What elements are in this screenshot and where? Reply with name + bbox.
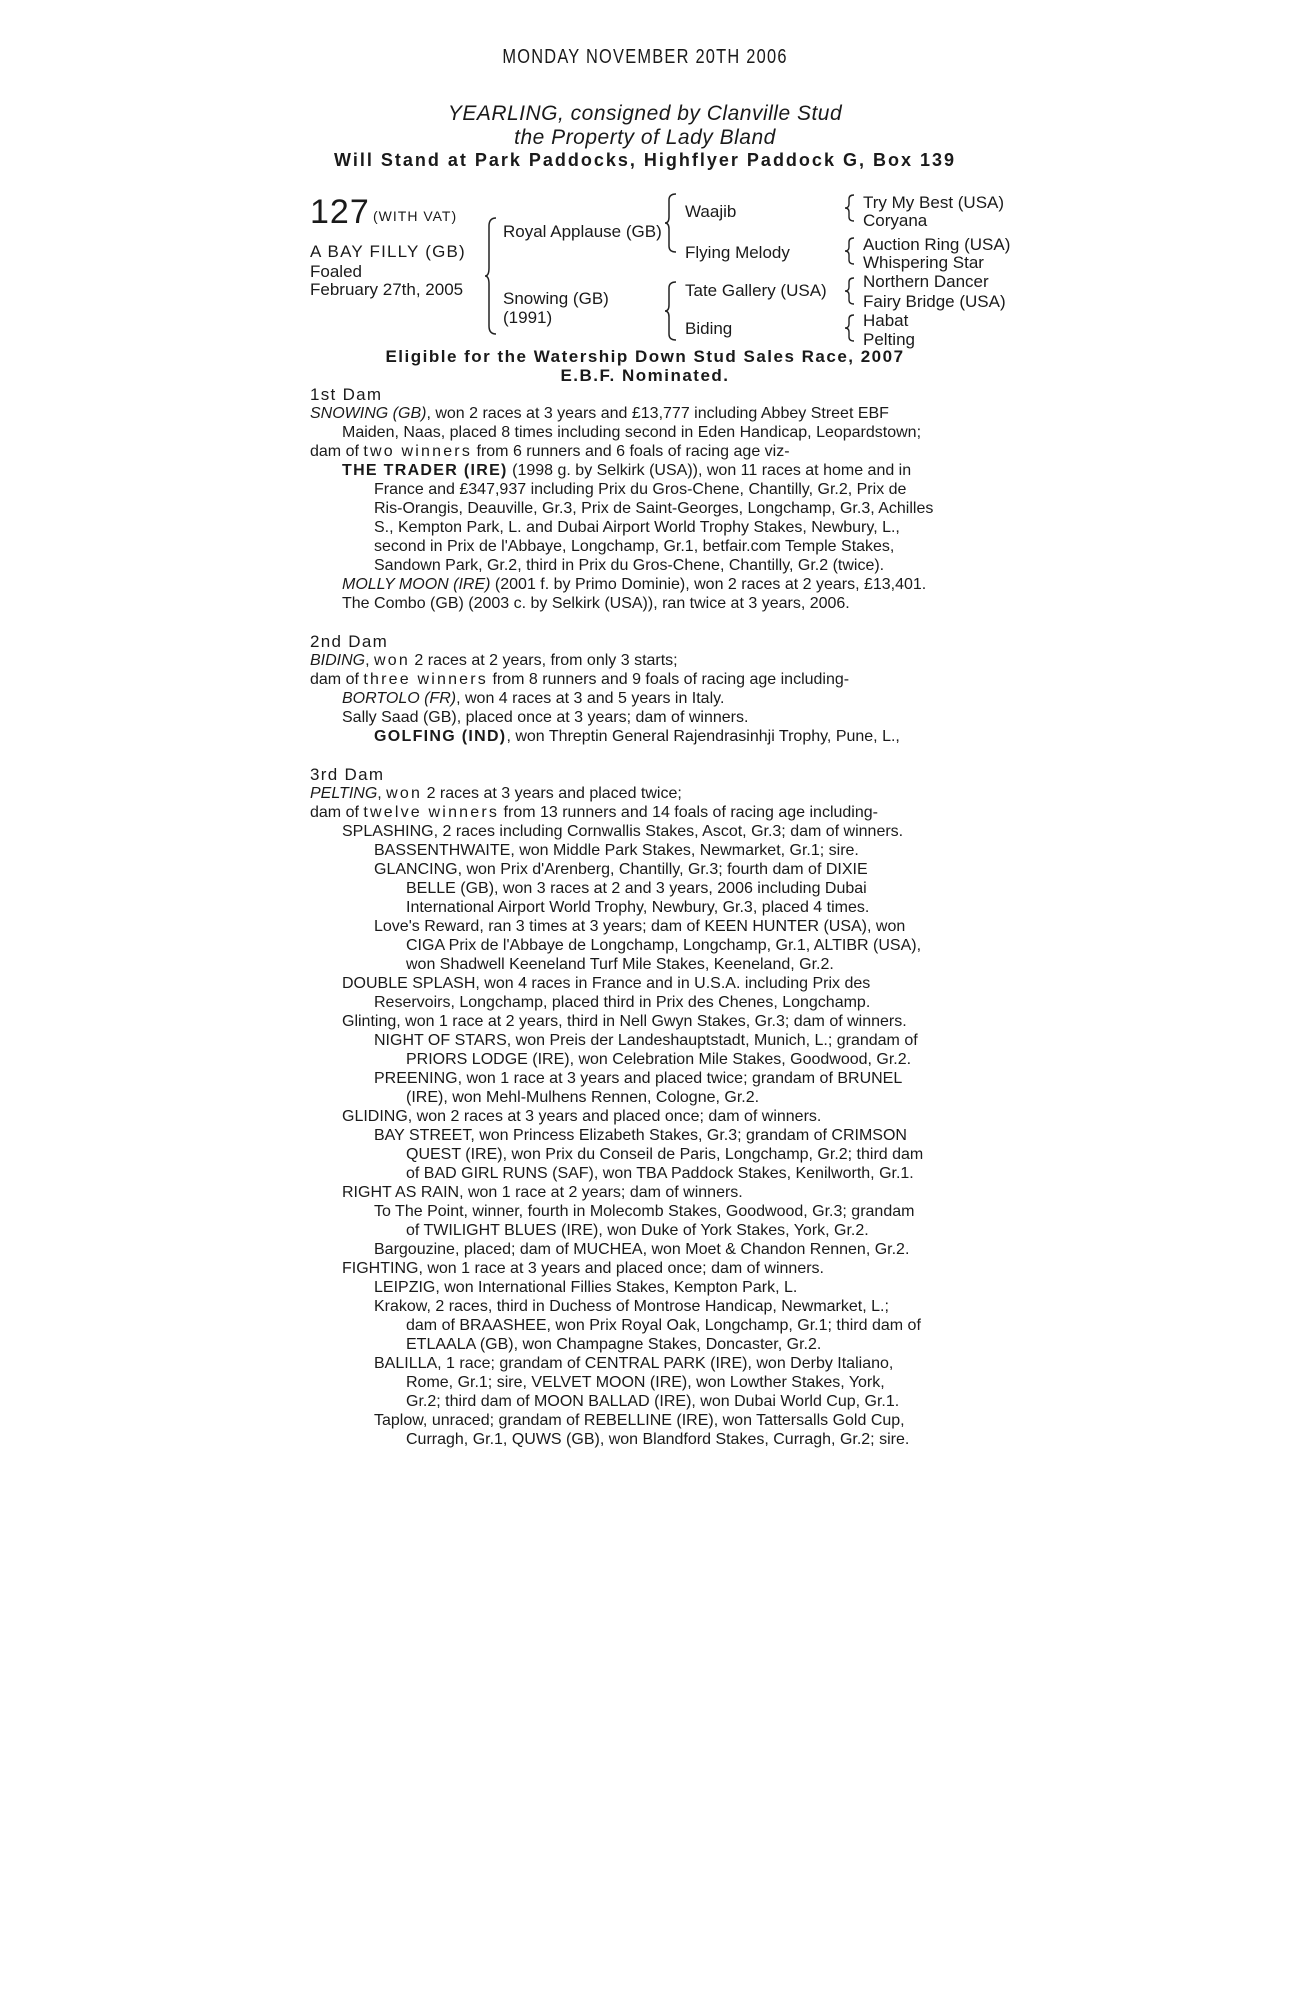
- produce-line: GLANCING, won Prix d'Arenberg, Chantilly, Gr.3; fourth dam of DIXIE: [374, 861, 868, 878]
- consignor-line: YEARLING, consigned by Clanville Stud: [447, 102, 843, 125]
- third-dam-heading: 3rd Dam: [310, 765, 385, 784]
- first-dam-section: [310, 385, 980, 613]
- eligibility-note: Eligible for the Watership Down Stud Sales Race, 2007: [385, 347, 905, 366]
- third-dam-winners: twelve winners: [363, 804, 500, 821]
- pedigree-g5: Northern Dancer: [863, 272, 989, 291]
- produce-line: PRIORS LODGE (IRE), won Celebration Mile Stakes, Goodwood, Gr.2.: [406, 1051, 912, 1068]
- produce-line: GLIDING, won 2 races at 3 years and placed once; dam of winners.: [342, 1108, 822, 1125]
- third-dam-produce-suffix: from 13 runners and 14 foals of racing age including-: [499, 804, 878, 821]
- stand-location: Will Stand at Park Paddocks, Highflyer Paddock G, Box 139: [334, 150, 956, 170]
- pedigree-brace-main: [484, 216, 498, 336]
- third-dam-won: won: [386, 785, 423, 802]
- pedigree-dam: Snowing (GB): [503, 289, 609, 308]
- produce-line: Gr.2; third dam of MOON BALLAD (IRE), won Dubai World Cup, Gr.1.: [406, 1393, 900, 1410]
- produce-golfing: GOLFING (IND): [374, 728, 507, 745]
- produce-bortolo: BORTOLO (FR): [342, 690, 457, 707]
- vat-label: (WITH VAT): [373, 208, 458, 224]
- produce-sally-saad: Sally Saad (GB), placed once at 3 years; dam of winners.: [342, 709, 749, 726]
- third-dam-produce-prefix: dam of: [310, 804, 364, 821]
- produce-line: BALILLA, 1 race; grandam of CENTRAL PARK (IRE), won Derby Italiano,: [374, 1355, 894, 1372]
- produce-line: Curragh, Gr.1, QUWS (GB), won Blandford Stakes, Curragh, Gr.2; sire.: [406, 1431, 910, 1448]
- pedigree-brace-g3: [844, 276, 856, 306]
- pedigree-dam-dam: Biding: [685, 319, 733, 338]
- third-dam-name: PELTING: [310, 785, 378, 802]
- pedigree-g2: Coryana: [863, 211, 928, 230]
- produce-line: CIGA Prix de l'Abbaye de Longchamp, Longchamp, Gr.1, ALTIBR (USA),: [406, 937, 922, 954]
- produce-the-trader-line-5: second in Prix de l'Abbaye, Longchamp, Gr.1, betfair.com Temple Stakes,: [374, 538, 895, 555]
- produce-the-trader-line-3: Ris-Orangis, Deauville, Gr.3, Prix de Saint-Georges, Longchamp, Gr.3, Achilles: [374, 500, 934, 517]
- produce-line: ETLAALA (GB), won Champagne Stakes, Doncaster, Gr.2.: [406, 1336, 822, 1353]
- second-dam-produce-prefix: dam of: [310, 671, 364, 688]
- second-dam-winners: three winners: [363, 671, 489, 688]
- second-dam-text: 2 races at 2 years, from only 3 starts;: [409, 652, 678, 669]
- second-dam-sep: ,: [365, 652, 375, 669]
- produce-line: PREENING, won 1 race at 3 years and placed twice; grandam of BRUNEL: [374, 1070, 903, 1087]
- produce-line: Reservoirs, Longchamp, placed third in Prix des Chenes, Longchamp.: [374, 994, 871, 1011]
- produce-line: (IRE), won Mehl-Mulhens Rennen, Cologne, Gr.2.: [406, 1089, 760, 1106]
- produce-line: Bargouzine, placed; dam of MUCHEA, won Moet & Chandon Rennen, Gr.2.: [374, 1241, 910, 1258]
- first-dam-text-2: Maiden, Naas, placed 8 times including second in Eden Handicap, Leopardstown;: [342, 424, 922, 441]
- second-dam-name: BIDING: [310, 652, 366, 669]
- property-line: the Property of Lady Bland: [514, 126, 776, 149]
- produce-line: Glinting, won 1 race at 2 years, third in Nell Gwyn Stakes, Gr.3; dam of winners.: [342, 1013, 907, 1030]
- first-dam-heading: 1st Dam: [310, 385, 383, 404]
- produce-line: To The Point, winner, fourth in Molecomb Stakes, Goodwood, Gr.3; grandam: [374, 1203, 915, 1220]
- produce-golfing-text: , won Threptin General Rajendrasinhji Trophy, Pune, L.,: [506, 728, 900, 745]
- produce-line: BASSENTHWAITE, won Middle Park Stakes, Newmarket, Gr.1; sire.: [374, 842, 859, 859]
- pedigree-sire: Royal Applause (GB): [503, 222, 662, 241]
- first-dam-winners: two winners: [363, 443, 473, 460]
- produce-line: RIGHT AS RAIN, won 1 race at 2 years; dam of winners.: [342, 1184, 743, 1201]
- third-dam-text: 2 races at 3 years and placed twice;: [422, 785, 682, 802]
- first-dam-name: SNOWING (GB): [310, 405, 427, 422]
- produce-molly-moon-text: (2001 f. by Primo Dominie), won 2 races at 2 years, £13,401.: [490, 576, 927, 593]
- ebf-nominated: E.B.F. Nominated.: [560, 366, 730, 385]
- produce-line: DOUBLE SPLASH, won 4 races in France and in U.S.A. including Prix des: [342, 975, 871, 992]
- produce-bortolo-text: , won 4 races at 3 and 5 years in Italy.: [456, 690, 725, 707]
- pedigree-g6: Fairy Bridge (USA): [863, 292, 1006, 311]
- pedigree-dam-year: (1991): [503, 308, 553, 327]
- sale-date: MONDAY NOVEMBER 20TH 2006: [502, 46, 788, 68]
- produce-line: FIGHTING, won 1 race at 3 years and placed once; dam of winners.: [342, 1260, 824, 1277]
- first-dam-produce-suffix: from 6 runners and 6 foals of racing age viz-: [472, 443, 790, 460]
- first-dam-text: , won 2 races at 3 years and £13,777 including Abbey Street EBF: [426, 405, 889, 422]
- produce-line: International Airport World Trophy, Newbury, Gr.3, placed 4 times.: [406, 899, 870, 916]
- produce-line: BELLE (GB), won 3 races at 2 and 3 years, 2006 including Dubai: [406, 880, 867, 897]
- pedigree-sire-sire: Waajib: [685, 202, 737, 221]
- lot-description: A BAY FILLY (GB): [310, 242, 466, 261]
- foaled-label: Foaled: [310, 262, 362, 281]
- first-dam-produce-prefix: dam of: [310, 443, 364, 460]
- produce-line: Love's Reward, ran 3 times at 3 years; dam of KEEN HUNTER (USA), won: [374, 918, 906, 935]
- pedigree-g7: Habat: [863, 311, 909, 330]
- pedigree-brace-g4: [844, 313, 856, 343]
- third-dam-section: [310, 765, 980, 1449]
- third-dam-sep: ,: [377, 785, 387, 802]
- produce-line: of TWILIGHT BLUES (IRE), won Duke of York Stakes, York, Gr.2.: [406, 1222, 869, 1239]
- second-dam-heading: 2nd Dam: [310, 632, 389, 651]
- pedigree-g1: Try My Best (USA): [863, 193, 1005, 212]
- produce-the-combo: The Combo (GB) (2003 c. by Selkirk (USA)), ran twice at 3 years, 2006.: [342, 595, 850, 612]
- pedigree-g3: Auction Ring (USA): [863, 235, 1011, 254]
- produce-line: of BAD GIRL RUNS (SAF), won TBA Paddock Stakes, Kenilworth, Gr.1.: [406, 1165, 914, 1182]
- produce-line: NIGHT OF STARS, won Preis der Landeshauptstadt, Munich, L.; grandam of: [374, 1032, 918, 1049]
- pedigree-brace-dam: [664, 280, 678, 342]
- produce-line: Krakow, 2 races, third in Duchess of Montrose Handicap, Newmarket, L.;: [374, 1298, 889, 1315]
- foaled-date: February 27th, 2005: [310, 280, 464, 299]
- produce-line: SPLASHING, 2 races including Cornwallis Stakes, Ascot, Gr.3; dam of winners.: [342, 823, 904, 840]
- produce-line: Rome, Gr.1; sire, VELVET MOON (IRE), won Lowther Stakes, York,: [406, 1374, 885, 1391]
- produce-the-trader: THE TRADER (IRE): [342, 462, 508, 479]
- produce-line: Taplow, unraced; grandam of REBELLINE (IRE), won Tattersalls Gold Cup,: [374, 1412, 905, 1429]
- pedigree-g8: Pelting: [863, 330, 915, 349]
- pedigree-g4: Whispering Star: [863, 253, 984, 272]
- pedigree-brace-g1: [844, 193, 856, 223]
- pedigree-sire-dam: Flying Melody: [685, 243, 790, 262]
- produce-line: won Shadwell Keeneland Turf Mile Stakes, Keeneland, Gr.2.: [406, 956, 834, 973]
- produce-the-trader-line-6: Sandown Park, Gr.2, third in Prix du Gros-Chene, Chantilly, Gr.2 (twice).: [374, 557, 885, 574]
- lot-number: 127: [310, 193, 370, 231]
- pedigree-dam-sire: Tate Gallery (USA): [685, 281, 827, 300]
- produce-the-trader-line-4: S., Kempton Park, L. and Dubai Airport World Trophy Stakes, Newbury, L.,: [374, 519, 900, 536]
- pedigree-brace-sire: [664, 192, 678, 254]
- produce-the-trader-line-2: France and £347,937 including Prix du Gros-Chene, Chantilly, Gr.2, Prix de: [374, 481, 907, 498]
- produce-the-trader-text: (1998 g. by Selkirk (USA)), won 11 races at home and in: [507, 462, 912, 479]
- produce-line: QUEST (IRE), won Prix du Conseil de Paris, Longchamp, Gr.2; third dam: [406, 1146, 924, 1163]
- produce-line: dam of BRAASHEE, won Prix Royal Oak, Longchamp, Gr.1; third dam of: [406, 1317, 921, 1334]
- pedigree-brace-g2: [844, 236, 856, 266]
- second-dam-produce-suffix: from 8 runners and 9 foals of racing age including-: [488, 671, 850, 688]
- second-dam-won: won: [374, 652, 410, 669]
- produce-line: LEIPZIG, won International Fillies Stakes, Kempton Park, L.: [374, 1279, 798, 1296]
- second-dam-section: [310, 632, 980, 746]
- produce-line: BAY STREET, won Princess Elizabeth Stakes, Gr.3; grandam of CRIMSON: [374, 1127, 907, 1144]
- produce-molly-moon: MOLLY MOON (IRE): [342, 576, 491, 593]
